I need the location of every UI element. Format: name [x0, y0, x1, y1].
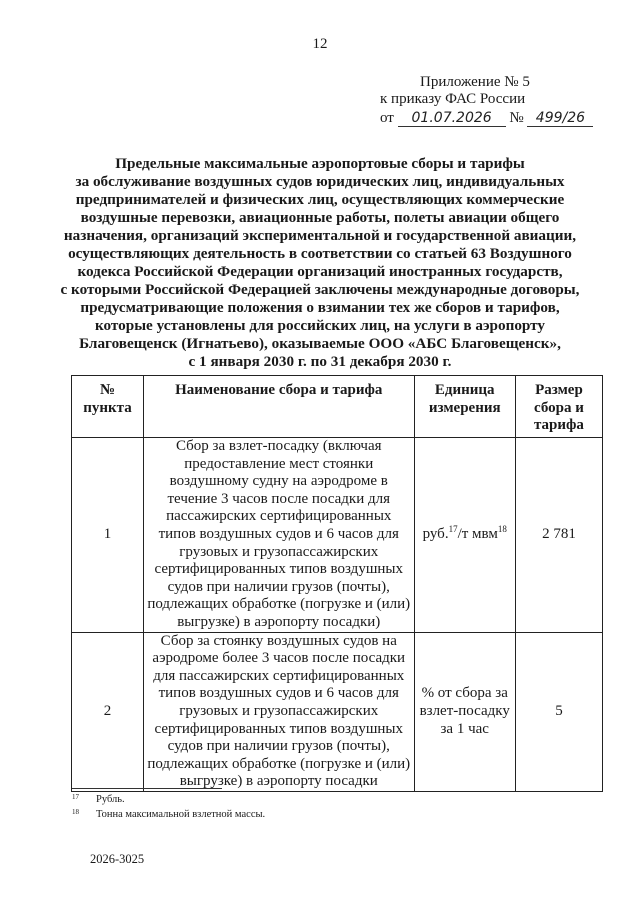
number-label: №: [509, 110, 524, 126]
tariffs-table: [71, 375, 603, 792]
title-line: которые установлены для российских лиц, на услуги в аэропорту: [94, 317, 546, 334]
footnote: [72, 807, 265, 822]
header-fee-name: Наименование сбора и тарифа: [143, 376, 414, 438]
title-line: Благовещенск (Игнатьево), оказываемые ООО «АБС Благовещенск»,: [79, 335, 561, 352]
title-line: Предельные максимальные аэропортовые сборы и тарифы: [115, 155, 525, 172]
header-item-number: № пункта: [72, 376, 144, 438]
row-fee-name: Сбор за стоянку воздушных судов на аэродроме более 3 часов после посадки для пассажирских сертифицированных типов воздушных судов и 6 часов для грузовых и грузопассажирских сертифицированных типов воздушных судов при наличии грузов (почты), подлежащих обработке (погрузке и (или) выгрузке) в аэропорту посадки: [143, 632, 414, 791]
footnote-mark: 18: [72, 808, 79, 816]
title-line: с которыми Российской Федерацией заключены международные договоры,: [60, 281, 580, 298]
row-unit: [414, 438, 515, 633]
order-date: 01.07.2026: [398, 111, 506, 127]
table-row: [72, 438, 603, 633]
title-line: кодекса Российской Федерации организаций иностранных государств,: [77, 263, 563, 280]
header-unit: Единица измерения: [414, 376, 515, 438]
row-fee-value: 2 781: [515, 438, 602, 633]
table-header-row: [72, 376, 603, 438]
footnote-mark: 17: [72, 793, 79, 801]
title-line: с 1 января 2030 г. по 31 декабря 2030 г.: [188, 353, 452, 370]
from-label: от: [380, 110, 394, 126]
footnote-text: Тонна максимальной взлетной массы.: [96, 809, 266, 820]
title-line: предусматривающие положения о взимании тех же сборов и тарифов,: [80, 299, 560, 316]
document-code: 2026-3025: [90, 852, 145, 866]
header-fee-size: Размер сбора и тарифа: [515, 376, 602, 438]
title-line: за обслуживание воздушных судов юридических лиц, индивидуальных: [75, 173, 565, 190]
appendix-title: Приложение № 5: [420, 74, 530, 90]
row-unit: % от сбора за взлет-посадку за 1 час: [414, 632, 515, 791]
footnote-ref-17: 17: [448, 523, 458, 534]
footnote-ref-18: 18: [497, 523, 507, 534]
page-number: 12: [312, 36, 328, 52]
table-row: [72, 632, 603, 791]
document-title: [50, 155, 590, 371]
unit-mass: /т мвм: [457, 525, 498, 542]
footnote-separator: [72, 788, 222, 789]
row-fee-value: 5: [515, 632, 602, 791]
title-line: осуществляющих деятельность в соответствии со статьей 63 Воздушного: [68, 245, 572, 262]
title-line: воздушные перевозки, авиационные работы, полеты авиации общего: [80, 209, 560, 226]
appendix-order-ref: к приказу ФАС России: [380, 91, 526, 107]
appendix-header: [380, 74, 610, 127]
row-fee-name: Сбор за взлет-посадку (включая предоставление мест стоянки воздушному судну на аэродроме в течение 3 часов после посадки для пассажирских сертифицированных типов воздушных судов и 6 часов для грузовых и грузопассажирских сертифицированных типов воздушных судов при наличии грузов (почты), подлежащих обработке (погрузке и (или) выгрузке) в аэропорту посадки): [143, 438, 414, 633]
footnote-text: Рубль.: [96, 794, 125, 805]
footnotes: [72, 792, 265, 822]
footnote: [72, 792, 265, 807]
row-number: 2: [72, 632, 144, 791]
appendix-date-number: [380, 110, 610, 127]
row-number: 1: [72, 438, 144, 633]
unit-text: [422, 523, 507, 542]
title-line: назначения, организаций экспериментальной и государственной авиации,: [63, 227, 577, 244]
order-number: 499/26: [527, 111, 593, 127]
unit-currency: руб.: [422, 525, 449, 542]
title-line: предпринимателей и физических лиц, осуществляющих коммерческие: [75, 191, 565, 208]
